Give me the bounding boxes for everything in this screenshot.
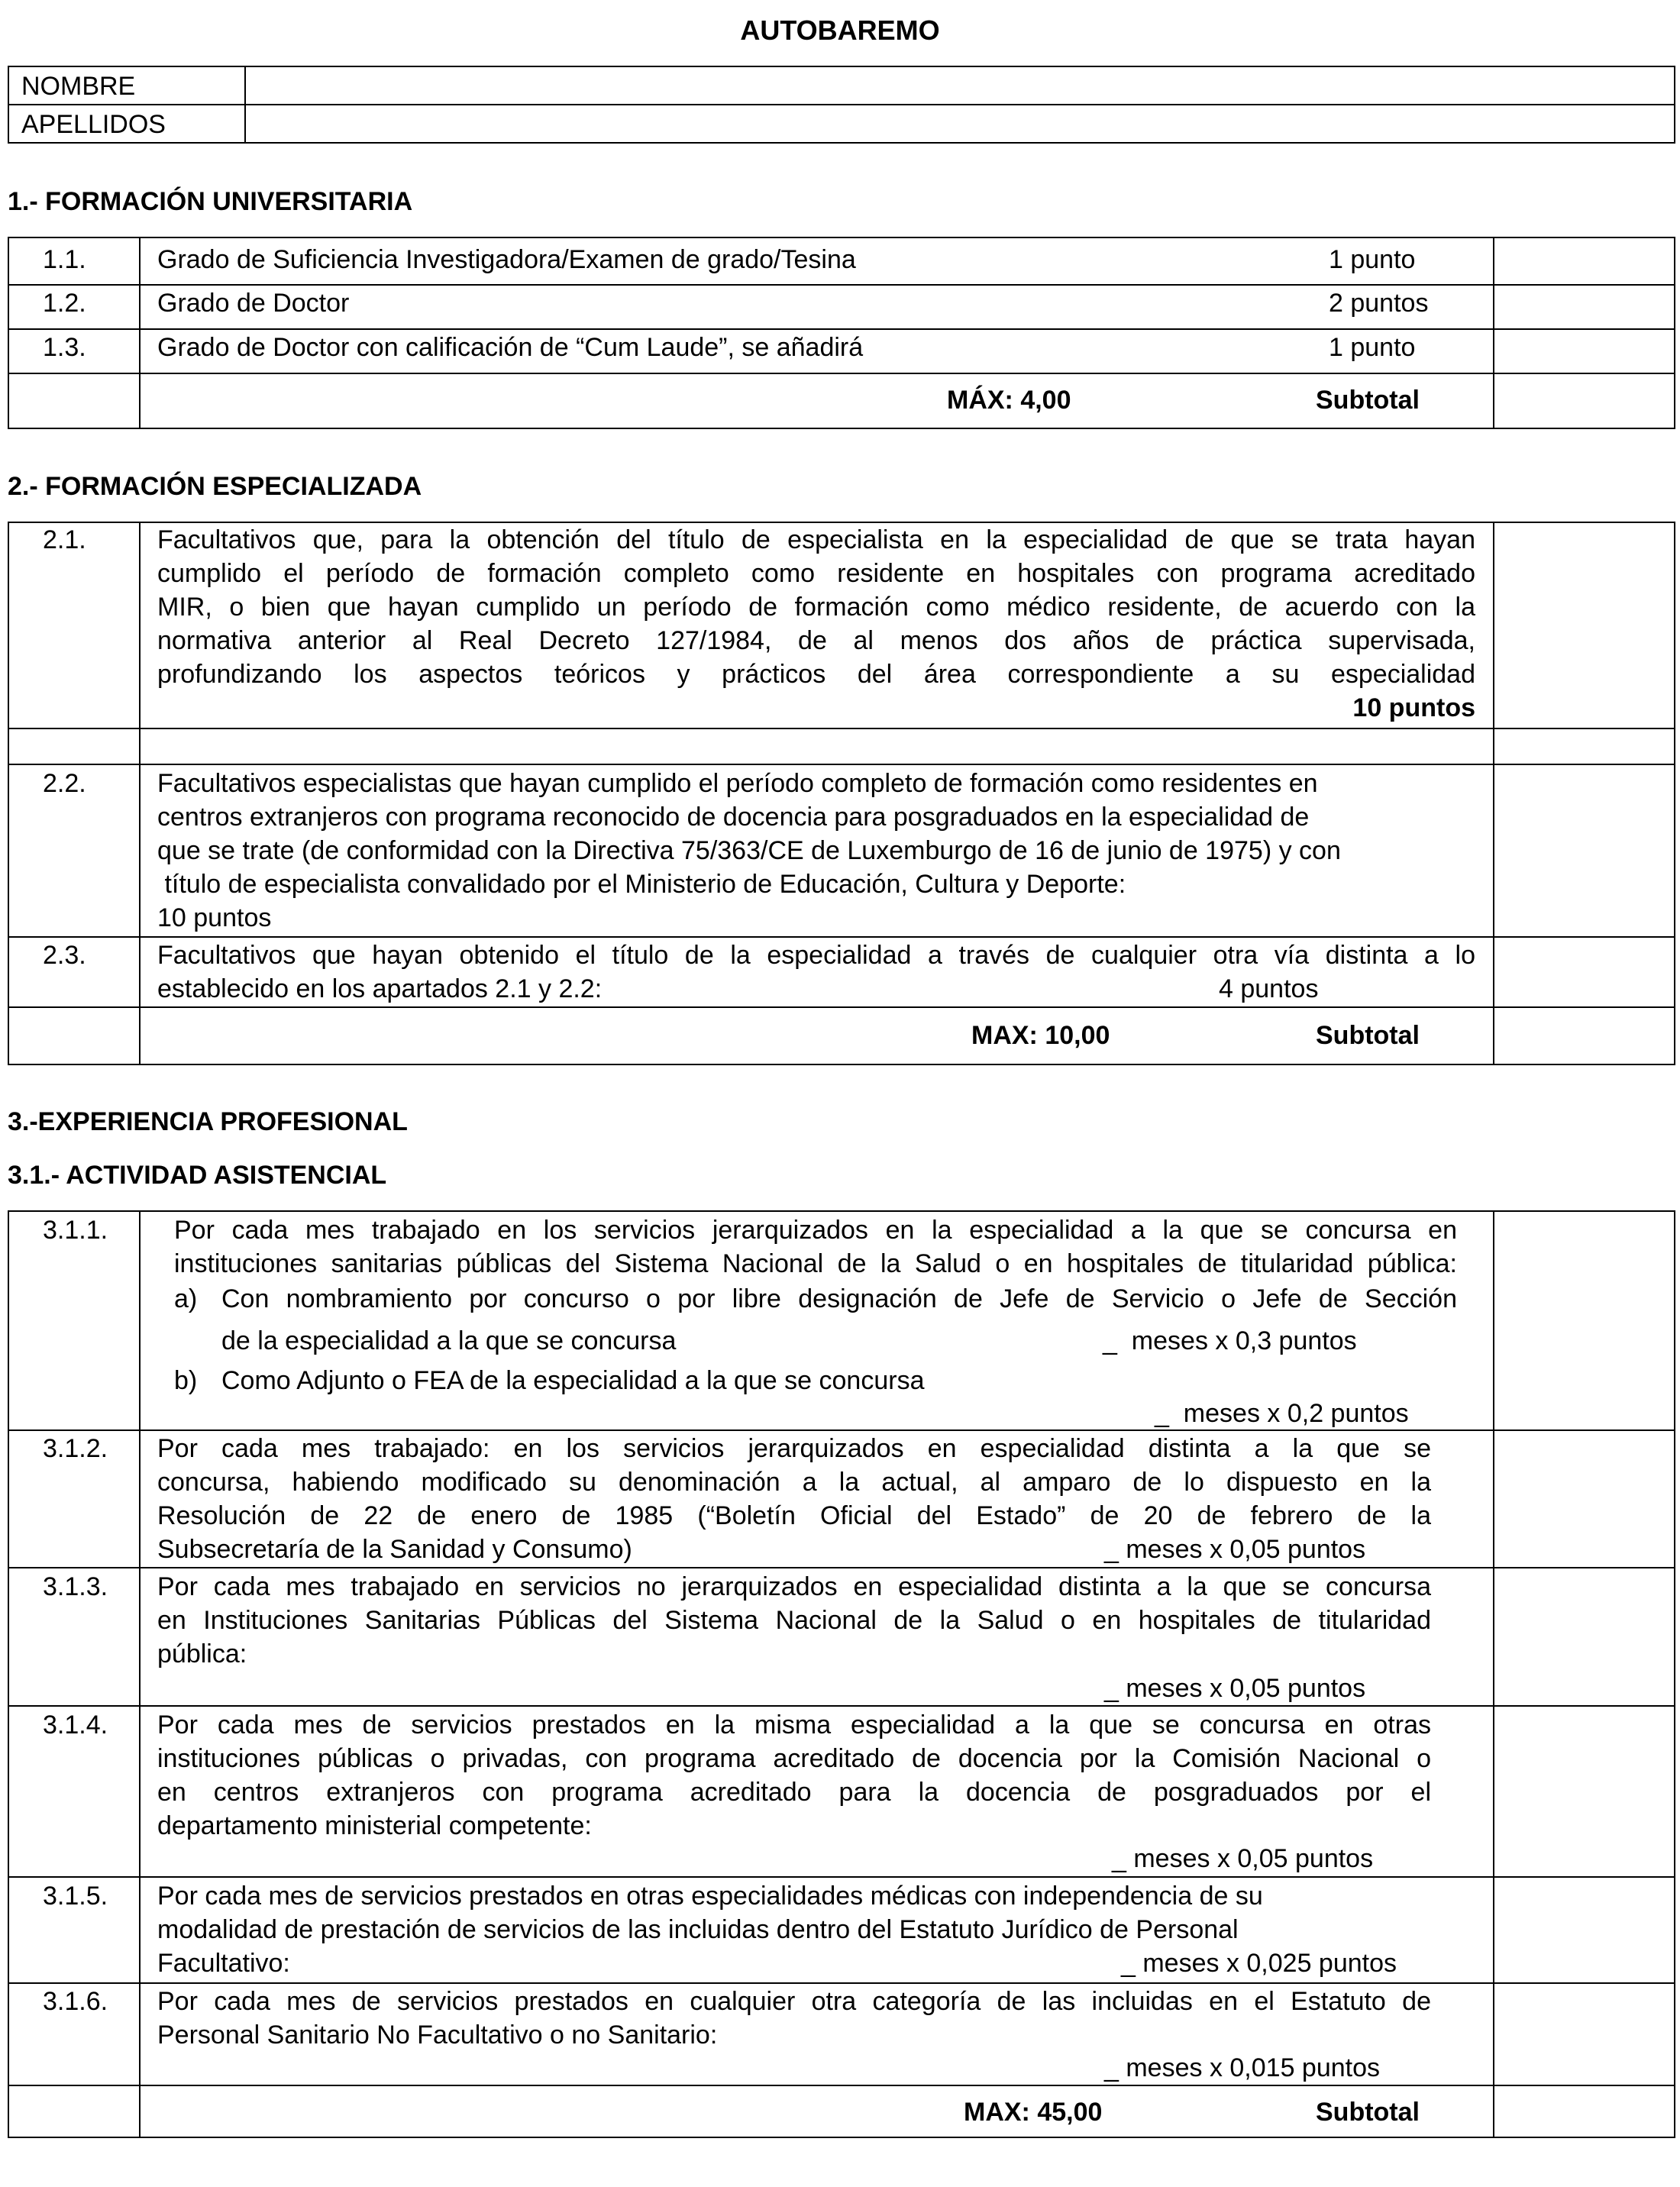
- item-2-3-score[interactable]: [1497, 939, 1671, 1003]
- section-3-subtotal-label: Subtotal: [1316, 2098, 1420, 2127]
- item-3-1-1-b-letter: b): [174, 1366, 198, 1395]
- section-3-1-heading: 3.1.- ACTIVIDAD ASISTENCIAL: [8, 1161, 387, 1190]
- item-3-1-6-score[interactable]: [1497, 1985, 1671, 2082]
- section-1-max: MÁX: 4,00: [947, 386, 1071, 415]
- item-2-1-line: profundizando los aspectos teóricos y prácticos del área correspondiente a su especialidad: [157, 660, 1475, 689]
- item-3-1-1-a-letter: a): [174, 1284, 198, 1313]
- nombre-field[interactable]: [247, 69, 1672, 102]
- section-2-heading: 2.- FORMACIÓN ESPECIALIZADA: [8, 472, 422, 501]
- section-3-heading: 3.-EXPERIENCIA PROFESIONAL: [8, 1107, 408, 1136]
- item-3-1-2-line: [157, 1533, 1431, 1566]
- item-2-3-text: [157, 938, 1475, 1006]
- item-3-1-1-a-line2: de la especialidad a la que se concursa: [221, 1326, 677, 1355]
- item-2-1-number: 2.1.: [43, 525, 86, 554]
- item-3-1-1-a-line1: Con nombramiento por concurso o por libre designación de Jefe de Servicio o Jefe de Sección: [221, 1284, 1457, 1313]
- item-2-1-score[interactable]: [1497, 525, 1671, 725]
- item-2-1-line: cumplido el período de formación completo como residente en hospitales con programa acreditado: [157, 559, 1475, 588]
- item-3-1-4-number: 3.1.4.: [43, 1711, 108, 1740]
- section-3-subtotal-field[interactable]: [1497, 2088, 1671, 2134]
- item-3-1-2-line-text: Subsecretaría de la Sanidad y Consumo): [157, 1535, 632, 1564]
- item-3-1-5-line3: Facultativo:: [157, 1949, 290, 1978]
- apellidos-label: APELLIDOS: [21, 110, 166, 139]
- item-3-1-1-b-points: _ meses x 0,2 puntos: [1155, 1399, 1409, 1428]
- item-2-3-points: 4 puntos: [1219, 974, 1319, 1003]
- item-2-1-points: 10 puntos: [1352, 693, 1475, 722]
- item-3-1-3-text: [157, 1570, 1431, 1671]
- item-2-2-line: 10 puntos: [157, 903, 272, 932]
- section-1-heading: 1.- FORMACIÓN UNIVERSITARIA: [8, 187, 413, 216]
- item-3-1-5-line1: Por cada mes de servicios prestados en otras especialidades médicas con independencia de su: [157, 1882, 1263, 1911]
- item-2-3-line: [157, 972, 1475, 1006]
- item-2-2-score[interactable]: [1497, 767, 1671, 933]
- item-3-1-3-line: en Instituciones Sanitarias Públicas del Sistema Nacional de la Salud o en hospitales de titularidad: [157, 1606, 1431, 1635]
- item-2-1-text: [157, 523, 1475, 725]
- item-3-1-1-number: 3.1.1.: [43, 1216, 108, 1245]
- section-1-subtotal-field[interactable]: [1497, 376, 1671, 425]
- item-3-1-3-points: _ meses x 0,05 puntos: [1104, 1674, 1366, 1703]
- section-2-subtotal-field[interactable]: [1497, 1010, 1671, 1061]
- page-title: AUTOBAREMO: [740, 15, 940, 46]
- item-1-1-points: 1 punto: [1329, 245, 1416, 274]
- section-2-subtotal-label: Subtotal: [1316, 1021, 1420, 1050]
- item-3-1-2-score[interactable]: [1497, 1433, 1671, 1564]
- item-3-1-4-score[interactable]: [1497, 1708, 1671, 1873]
- item-3-1-2-line: Resolución de 22 de enero de 1985 (“Boletín Oficial del Estado” de 20 de febrero de la: [157, 1501, 1431, 1530]
- item-3-1-4-text: [157, 1708, 1431, 1843]
- item-3-1-6-line: Personal Sanitario No Facultativo o no Sanitario:: [157, 2021, 718, 2050]
- item-3-1-3-line: Por cada mes trabajado en servicios no jerarquizados en especialidad distinta a la que se concursa: [157, 1572, 1431, 1601]
- item-1-2-number: 1.2.: [43, 289, 86, 318]
- item-3-1-6-points: _ meses x 0,015 puntos: [1104, 2053, 1381, 2082]
- item-2-3-line-text: establecido en los apartados 2.1 y 2.2:: [157, 974, 603, 1003]
- item-3-1-2-text: [157, 1432, 1431, 1566]
- apellidos-field[interactable]: [247, 107, 1672, 141]
- item-3-1-2-points: _ meses x 0,05 puntos: [1104, 1535, 1366, 1564]
- item-2-2-line: Facultativos especialistas que hayan cumplido el período completo de formación como residentes en: [157, 769, 1318, 798]
- item-3-1-6-text: [157, 1985, 1431, 2052]
- nombre-label: NOMBRE: [21, 72, 136, 101]
- item-3-1-2-line: Por cada mes trabajado: en los servicios jerarquizados en especialidad distinta a la que se: [157, 1434, 1431, 1463]
- section-2-max: MAX: 10,00: [971, 1021, 1110, 1050]
- item-3-1-4-line: instituciones públicas o privadas, con programa acreditado de docencia por la Comisión Nacional o: [157, 1744, 1431, 1773]
- item-2-3-number: 2.3.: [43, 941, 86, 970]
- item-3-1-4-line: Por cada mes de servicios prestados en la misma especialidad a la que se concursa en otras: [157, 1711, 1431, 1740]
- item-3-1-1-text: [174, 1213, 1457, 1281]
- item-2-2-line: centros extranjeros con programa reconocido de docencia para posgraduados en la especialidad de: [157, 803, 1310, 832]
- item-1-1-score[interactable]: [1497, 240, 1671, 281]
- item-3-1-5-number: 3.1.5.: [43, 1882, 108, 1911]
- item-2-2-line: título de especialista convalidado por el Ministerio de Educación, Cultura y Deporte:: [157, 870, 1126, 899]
- item-3-1-4-line: en centros extranjeros con programa acreditado para la docencia de posgraduados por el: [157, 1778, 1431, 1807]
- item-2-3-line: Facultativos que hayan obtenido el título de la especialidad a través de cualquier otra vía distinta a lo: [157, 941, 1475, 970]
- item-3-1-5-score[interactable]: [1497, 1879, 1671, 1979]
- item-3-1-6-number: 3.1.6.: [43, 1987, 108, 2016]
- item-1-2-score[interactable]: [1497, 287, 1671, 325]
- item-3-1-5-line2: modalidad de prestación de servicios de las incluidas dentro del Estatuto Jurídico de Personal: [157, 1915, 1239, 1944]
- item-3-1-1-a-points: _ meses x 0,3 puntos: [1103, 1326, 1357, 1355]
- item-3-1-1-b-line1: Como Adjunto o FEA de la especialidad a la que se concursa: [221, 1366, 925, 1395]
- item-2-2-number: 2.2.: [43, 769, 86, 798]
- section-1-subtotal-label: Subtotal: [1316, 386, 1420, 415]
- item-3-1-4-points: _ meses x 0,05 puntos: [1112, 1844, 1374, 1873]
- item-3-1-1-line: instituciones sanitarias públicas del Sistema Nacional de la Salud o en hospitales de titularidad pública:: [174, 1249, 1457, 1278]
- item-3-1-4-line: departamento ministerial competente:: [157, 1811, 592, 1840]
- item-3-1-6-line: Por cada mes de servicios prestados en cualquier otra categoría de las incluidas en el Estatuto de: [157, 1987, 1431, 2016]
- item-1-2-text: Grado de Doctor: [157, 289, 350, 318]
- item-1-2-points: 2 puntos: [1329, 289, 1429, 318]
- item-3-1-3-score[interactable]: [1497, 1570, 1671, 1702]
- item-1-3-number: 1.3.: [43, 333, 86, 362]
- item-3-1-3-number: 3.1.3.: [43, 1572, 108, 1601]
- item-1-1-number: 1.1.: [43, 245, 86, 274]
- item-3-1-2-line: concursa, habiendo modificado su denominación a la actual, al amparo de lo dispuesto en la: [157, 1468, 1431, 1497]
- item-2-1-line: MIR, o bien que hayan cumplido un período de formación como médico residente, de acuerdo con la: [157, 593, 1475, 622]
- item-3-1-1-score[interactable]: [1497, 1213, 1671, 1426]
- item-2-1-line: Facultativos que, para la obtención del título de especialista en la especialidad de que se trata hayan: [157, 525, 1475, 554]
- item-2-2-line: que se trate (de conformidad con la Directiva 75/363/CE de Luxemburgo de 16 de junio de 1975) y con: [157, 836, 1341, 865]
- item-1-3-text: Grado de Doctor con calificación de “Cum Laude”, se añadirá: [157, 333, 864, 362]
- section-3-max: MAX: 45,00: [964, 2098, 1103, 2127]
- item-3-1-1-line: Por cada mes trabajado en los servicios jerarquizados en la especialidad a la que se concursa en: [174, 1216, 1457, 1245]
- item-2-1-line: normativa anterior al Real Decreto 127/1984, de al menos dos años de práctica supervisada,: [157, 626, 1475, 655]
- item-1-3-score[interactable]: [1497, 331, 1671, 370]
- item-3-1-2-number: 3.1.2.: [43, 1434, 108, 1463]
- item-1-3-points: 1 punto: [1329, 333, 1416, 362]
- item-3-1-3-line: pública:: [157, 1639, 247, 1669]
- item-1-1-text: Grado de Suficiencia Investigadora/Examen de grado/Tesina: [157, 245, 856, 274]
- item-3-1-5-points: _ meses x 0,025 puntos: [1121, 1949, 1397, 1978]
- item-2-2-text: [157, 767, 1341, 935]
